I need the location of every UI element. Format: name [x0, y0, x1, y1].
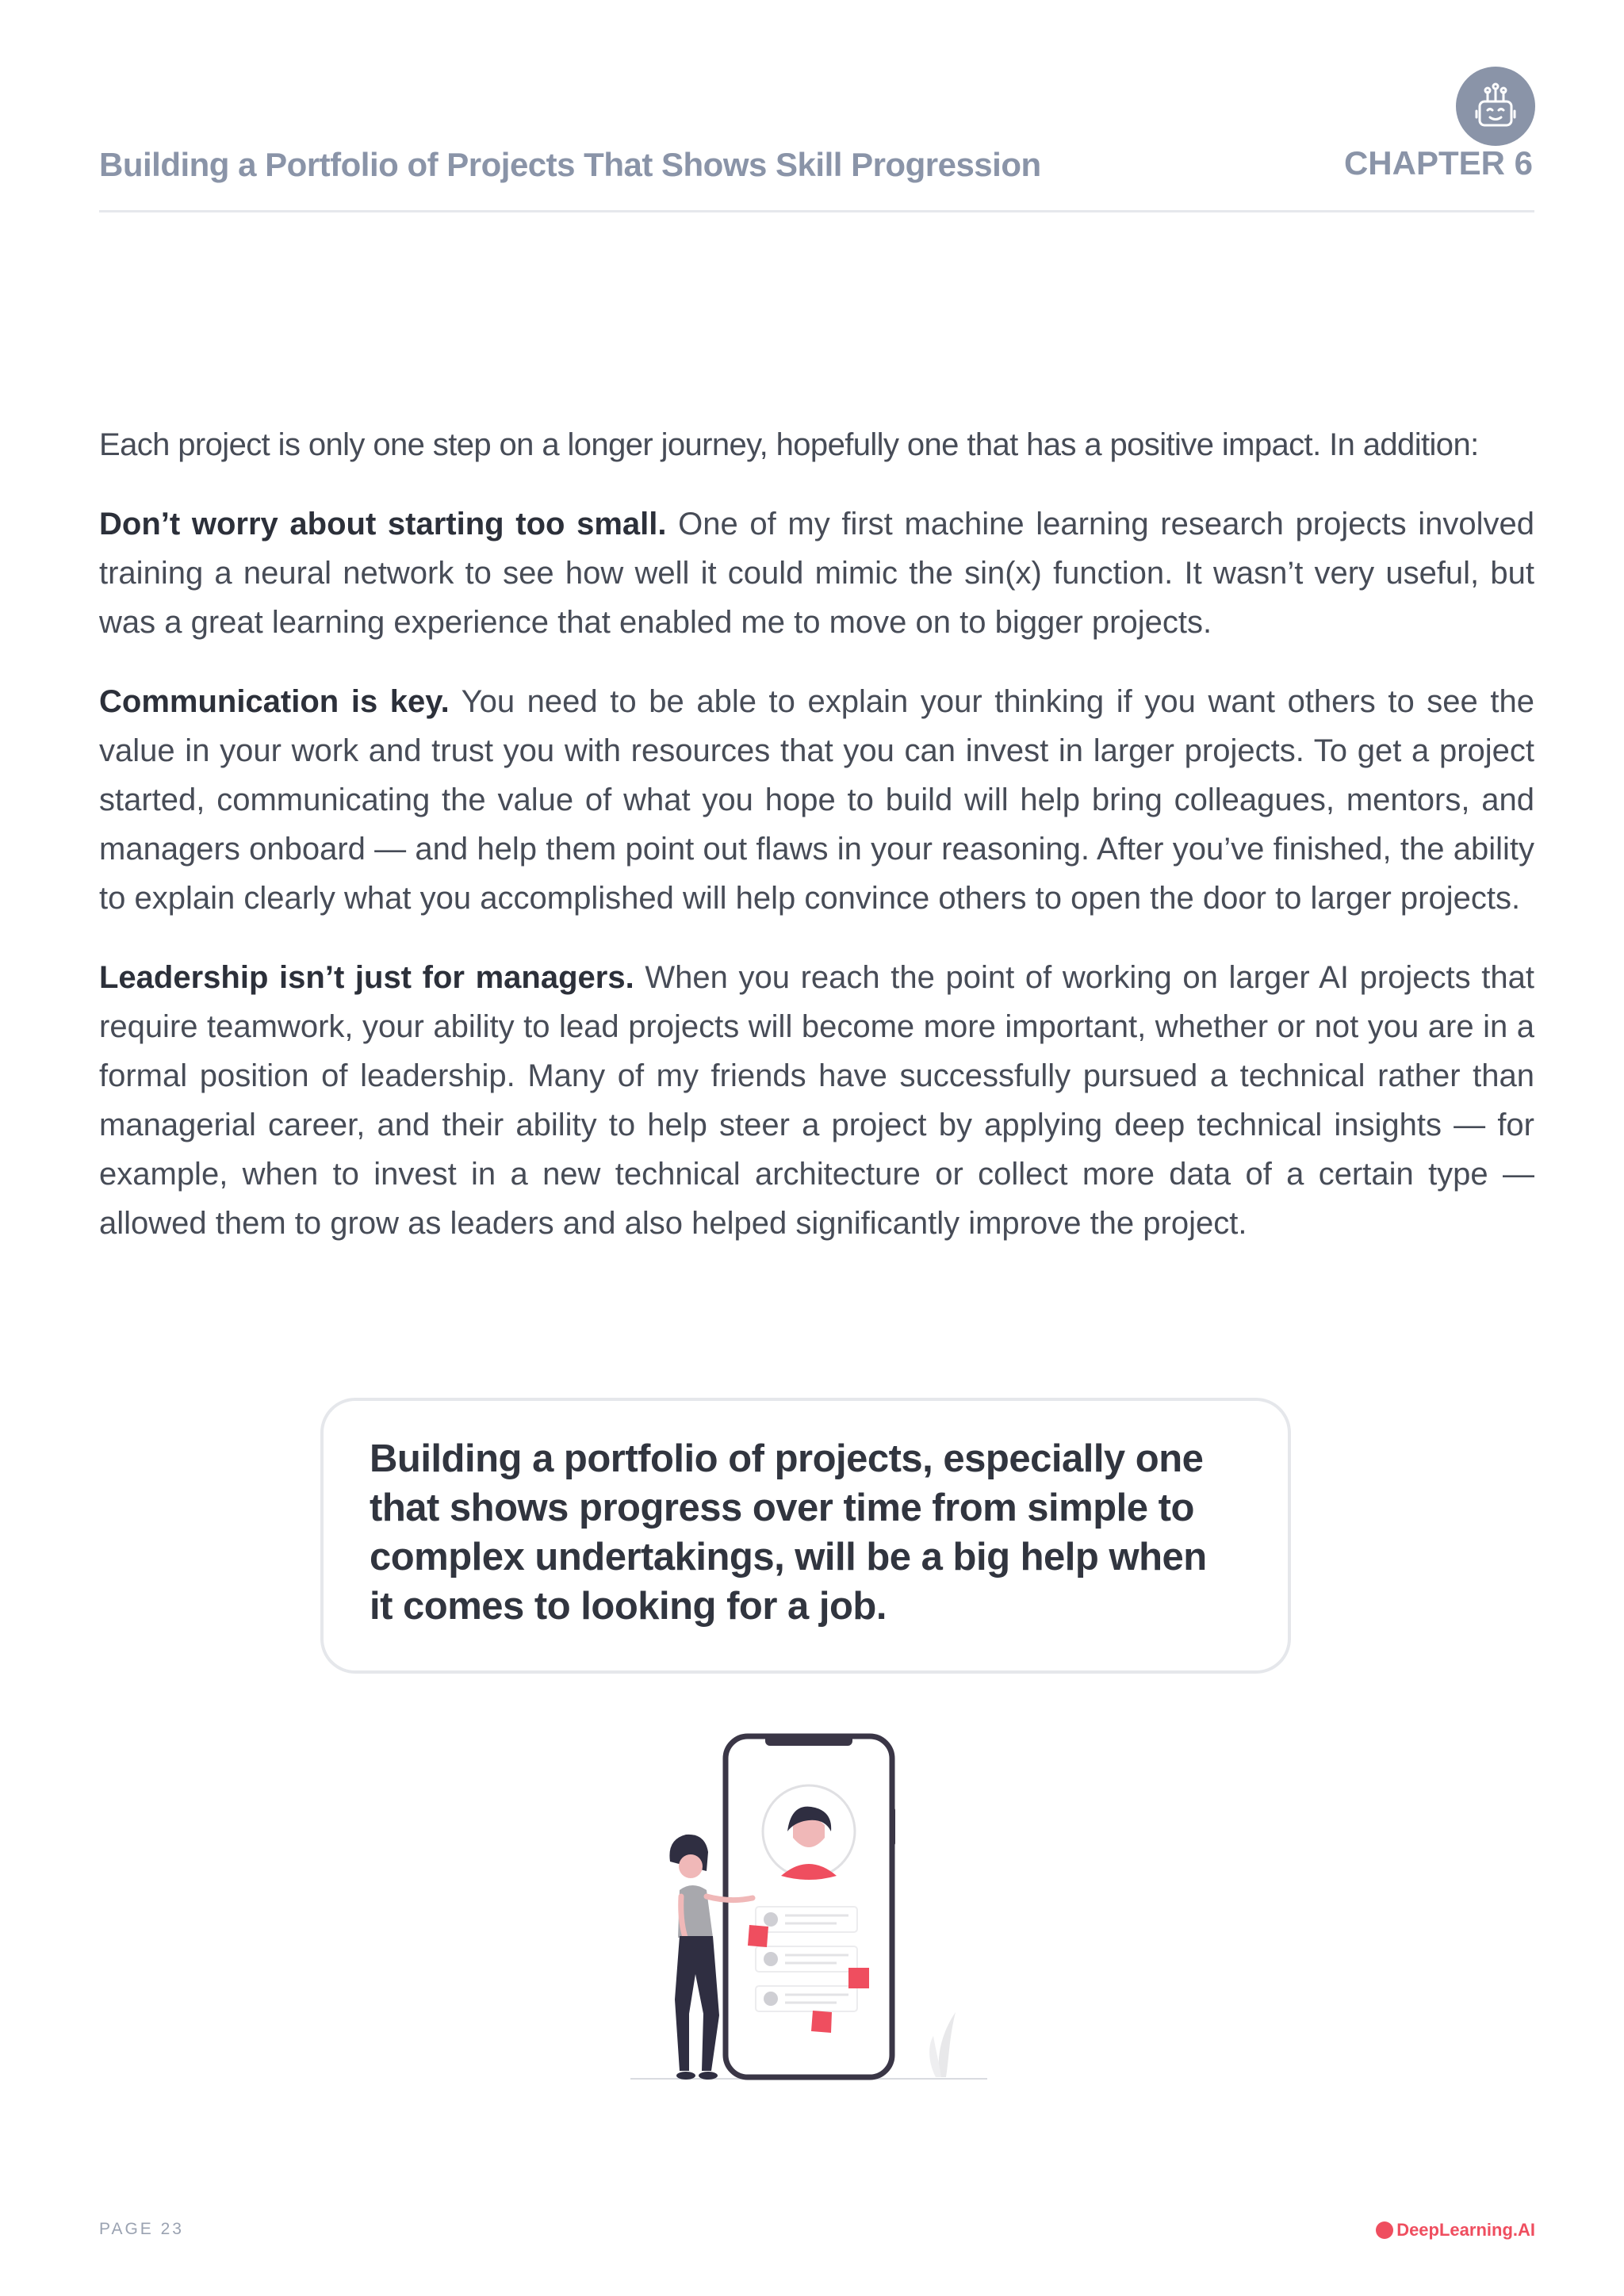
point-paragraph	[99, 953, 1534, 1248]
intro-paragraph: Each project is only one step on a longer journey, hopefully one that has a positive impact. In addition:	[99, 427, 1479, 462]
person-with-phone-profile-illustration	[622, 1720, 1003, 2097]
quote-line: it comes to looking for a job.	[370, 1585, 887, 1628]
chapter-label: CHAPTER 6	[1343, 144, 1533, 182]
point-text: One of my first machine learning research projects involved training a neural network to see how well it could mimic the sin(x) function. It wasn’t very useful, but was a great learning experience that enabled me to move on to bigger projects.	[99, 507, 1534, 640]
point-heading: Communication is key.	[99, 684, 450, 719]
deeplearning-logo-icon	[1376, 2221, 1393, 2239]
page-number: PAGE 23	[99, 2220, 184, 2238]
running-header-title: Building a Portfolio of Projects That Shows Skill Progression	[99, 146, 1041, 183]
body-text	[99, 420, 1534, 1278]
point-text: When you reach the point of working on larger AI projects that require teamwork, your ability to lead projects will become more important, whether or not you are in a formal position of leadership. Many of my friends have successfully pursued a technical rather than managerial career, and their ability to help steer a project by applying deep technical insights — for example, when to invest in a new technical architecture or collect more data of a certain type — allowed them to grow as leaders and also helped significantly improve the project.	[99, 960, 1534, 1241]
point-paragraph	[99, 677, 1534, 923]
point-heading: Don’t worry about starting too small.	[99, 507, 667, 541]
quote-line: that shows progress over time from simple to	[370, 1487, 1194, 1529]
brand-name: DeepLearning.AI	[1396, 2220, 1535, 2240]
quote-line: Building a portfolio of projects, especially one	[370, 1437, 1204, 1480]
point-heading: Leadership isn’t just for managers.	[99, 960, 634, 995]
robot-icon	[1456, 67, 1535, 146]
brand-logo	[1376, 2220, 1535, 2241]
quote-line: complex undertakings, will be a big help when	[370, 1536, 1207, 1578]
pull-quote-box	[320, 1398, 1291, 1674]
point-paragraph	[99, 499, 1534, 647]
header-divider	[99, 210, 1534, 212]
pull-quote-text	[370, 1434, 1242, 1631]
point-text: You need to be able to explain your thinking if you want others to see the value in your work and trust you with resources that you can invest in larger projects. To get a project started, communicating the value of what you hope to build will help bring colleagues, mentors, and managers onboard — and help them point out flaws in your reasoning. After you’ve finished, the ability to explain clearly what you accomplished will help convince others to open the door to larger projects.	[99, 684, 1535, 916]
